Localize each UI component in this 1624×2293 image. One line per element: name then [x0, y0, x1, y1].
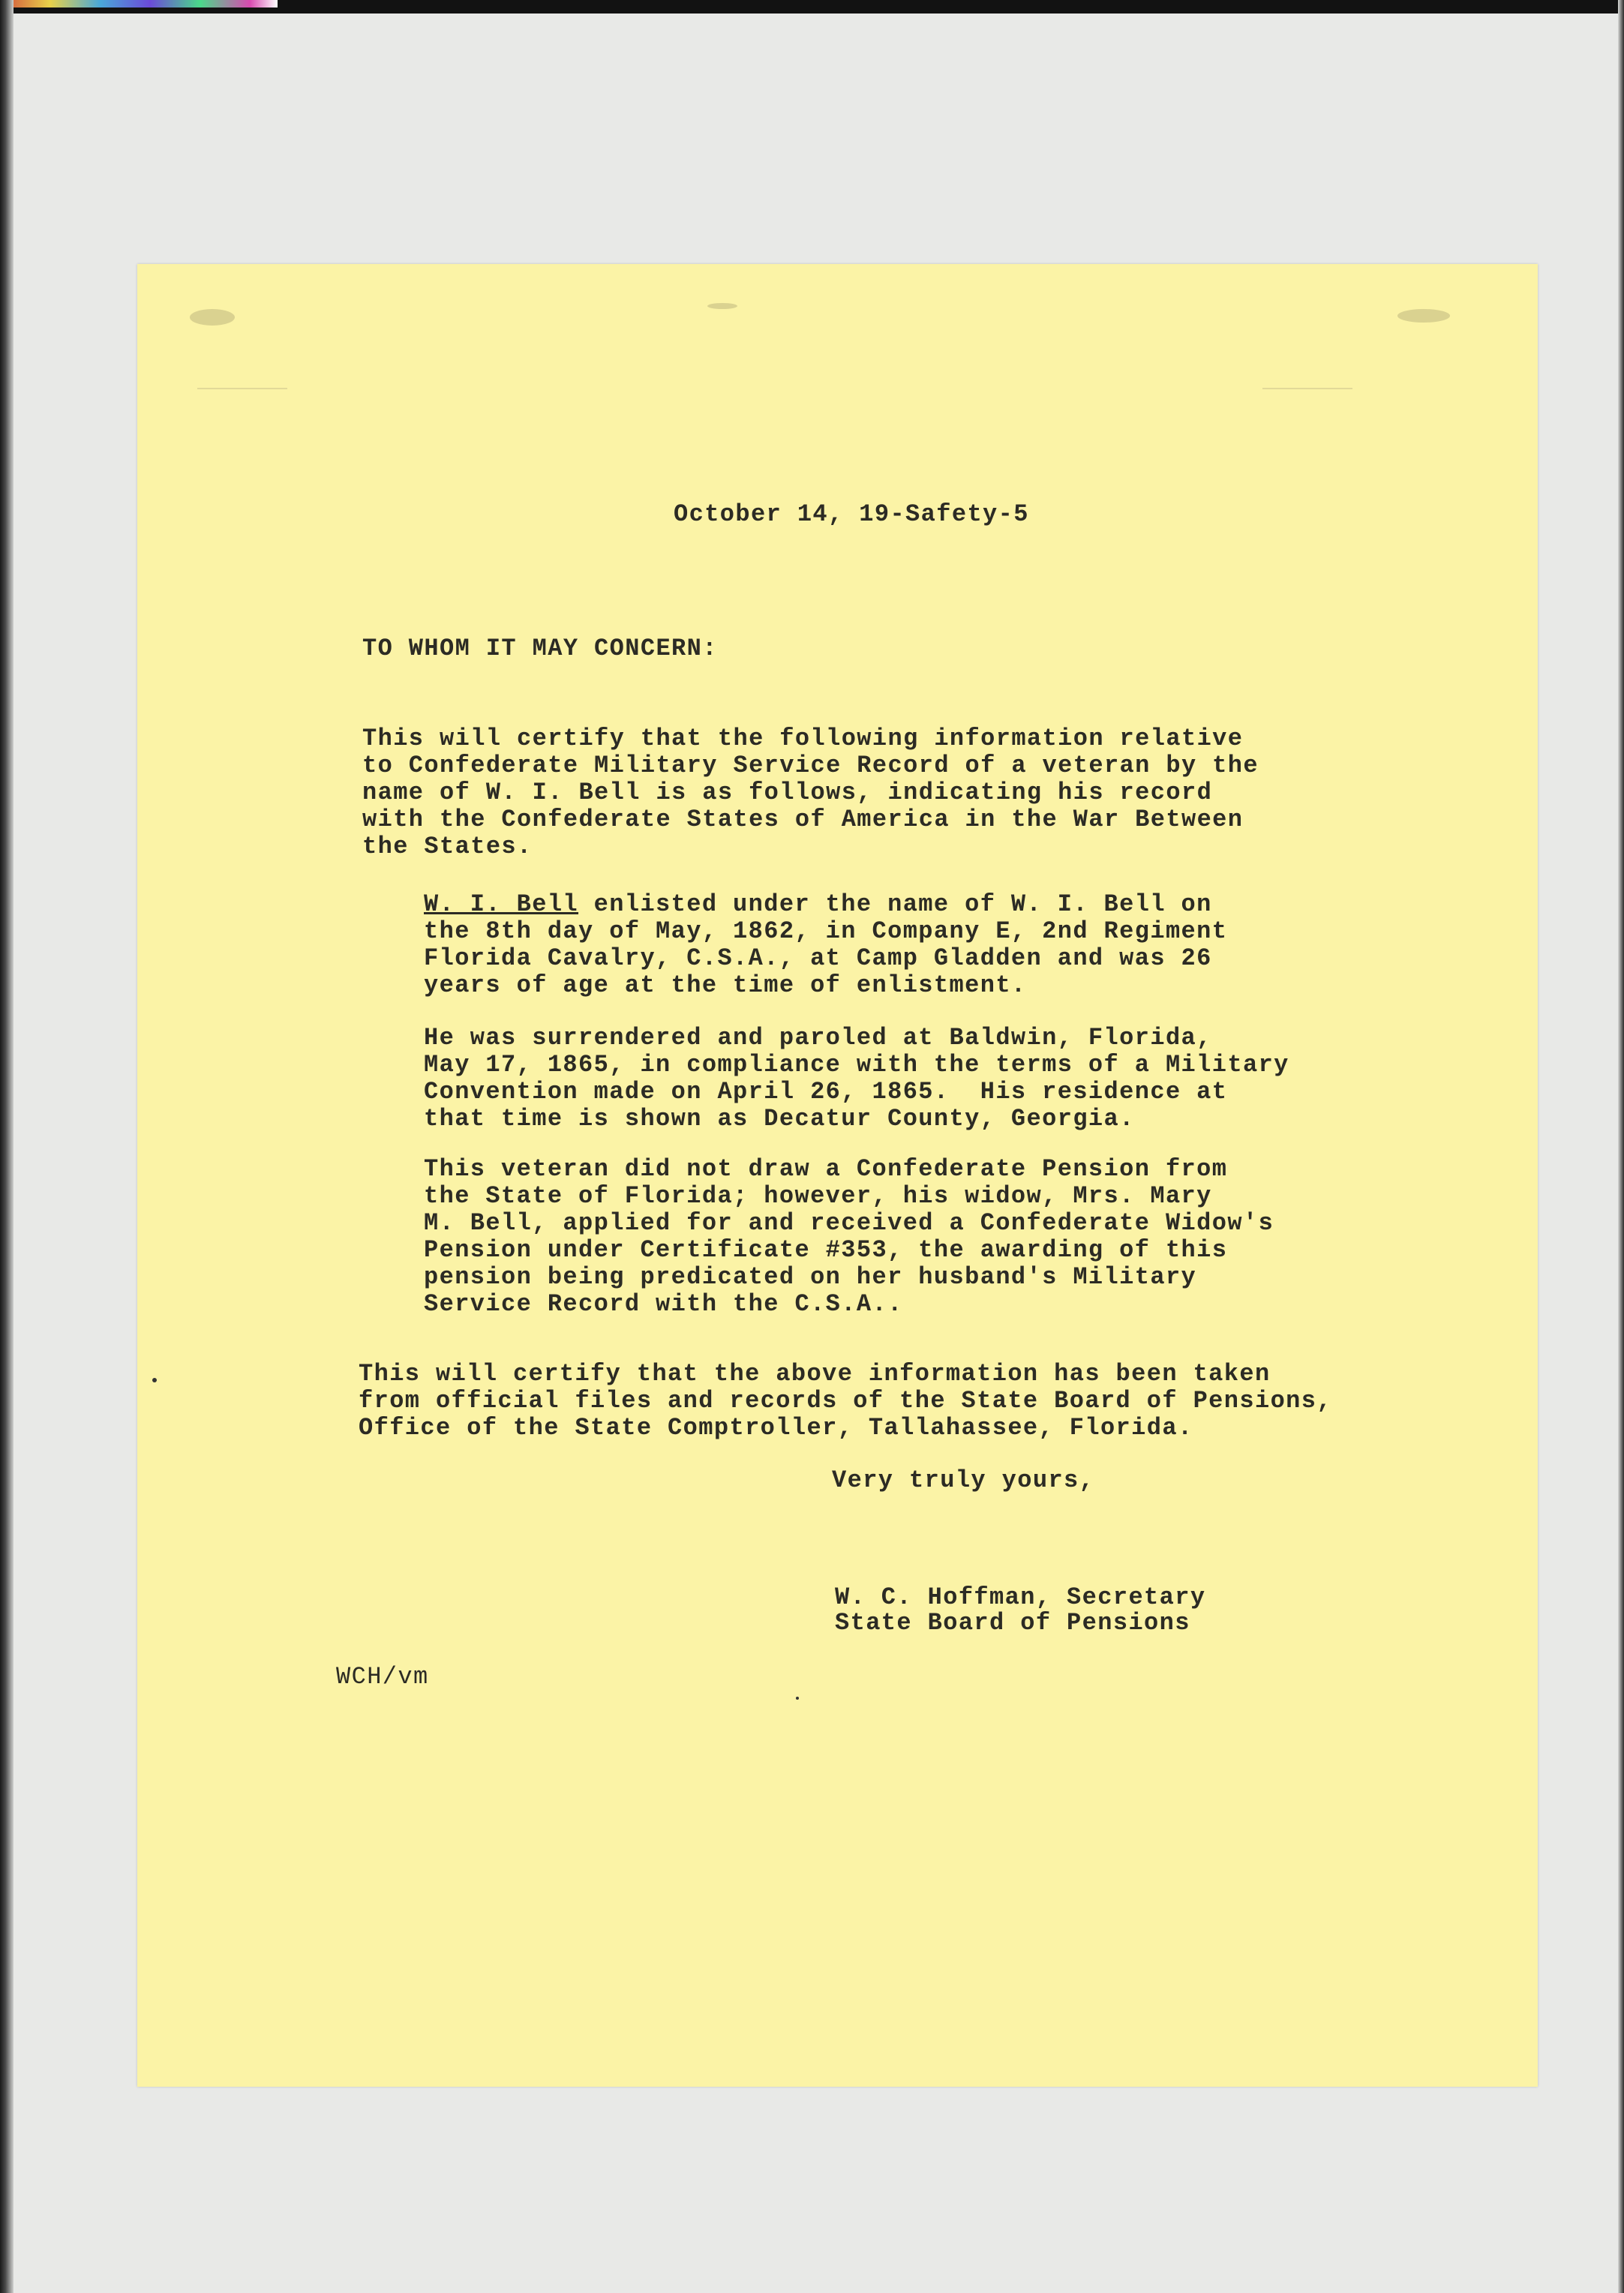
letter-date: October 14, 19-Safety-5 — [674, 500, 1029, 528]
scan-color-calibration-strip — [0, 0, 278, 8]
typist-initials: WCH/vm — [336, 1663, 429, 1691]
signature-name: W. C. Hoffman, Secretary — [835, 1583, 1206, 1611]
letter-salutation: TO WHOM IT MAY CONCERN: — [362, 635, 718, 662]
signature-title: State Board of Pensions — [835, 1609, 1190, 1637]
letter-paper — [137, 264, 1538, 2087]
letter-closing: Very truly yours, — [832, 1466, 1095, 1494]
paragraph-certification: This will certify that the following information relative to Confederate Military Service Record of a veteran by the name of W. I. Bell is as follows, indicating his record with the Confederate States of America in the War Between the States. — [362, 725, 1259, 860]
scan-left-border — [0, 0, 14, 2293]
paragraph-enlistment-text: enlisted under the name of W. I. Bell on the 8th day of May, 1862, in Company E, 2nd Regiment Florida Cavalry, C.S.A., at Camp Gladden and was 26 years of age at the time of enlistment. — [424, 890, 1228, 999]
letter-body — [137, 264, 1538, 2087]
paper-speck — [796, 1697, 799, 1700]
scan-right-border — [1618, 0, 1624, 2293]
paragraph-enlistment — [424, 891, 1227, 999]
paragraph-source: This will certify that the above information has been taken from official files and records of the State Board of Pensions, Office of the State Comptroller, Tallahassee, Florida. — [359, 1360, 1332, 1442]
paper-speck — [152, 1378, 157, 1382]
paragraph-parole: He was surrendered and paroled at Baldwin, Florida, May 17, 1865, in compliance with the terms of a Military Convention made on April 26, 1865. His residence at that time is shown as Decatur County, Georgia. — [424, 1024, 1289, 1133]
paragraph-pension: This veteran did not draw a Confederate Pension from the State of Florida; however, his widow, Mrs. Mary M. Bell, applied for and received a Confederate Widow's Pension under Certificate #353, the awarding of this pension being predicated on her husband's Military Service Record with the C.S.A.. — [424, 1155, 1274, 1318]
veteran-name-underlined: W. I. Bell — [424, 890, 579, 918]
